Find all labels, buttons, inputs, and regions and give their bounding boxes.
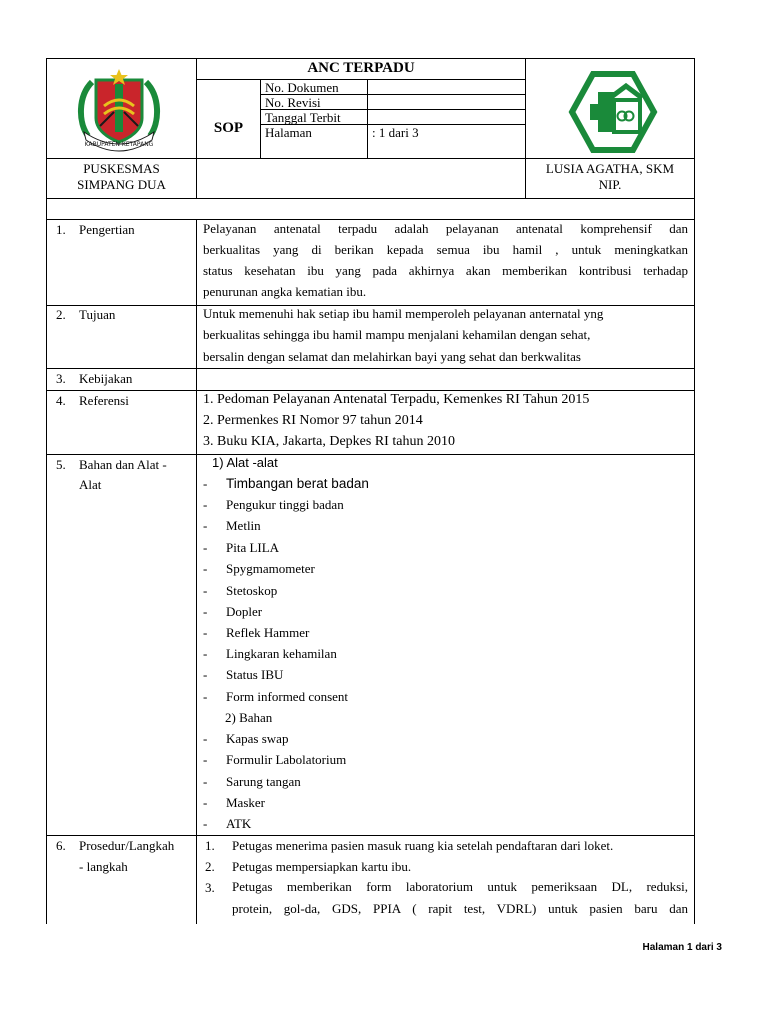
list-item: Sarung tangan <box>226 774 301 789</box>
page-value: : 1 dari 3 <box>372 125 419 140</box>
list-dash: - <box>203 689 208 704</box>
list-item: Pengukur tinggi badan <box>226 497 344 512</box>
alat-heading: 1) Alat -alat <box>212 455 278 470</box>
section-number: 2. <box>56 307 66 322</box>
sop-label: SOP <box>213 120 244 136</box>
section-label: Alat <box>79 477 102 492</box>
section-label: Tujuan <box>79 307 116 322</box>
purpose-line: bersalin dengan selamat dan melahirkan bayi yang sehat dan berkwalitas <box>203 349 581 364</box>
list-dash: - <box>203 583 208 598</box>
org-name-line2: SIMPANG DUA <box>77 177 166 192</box>
list-item: Timbangan berat badan <box>226 476 369 491</box>
list-dash: - <box>203 646 208 661</box>
definition-line: berkualitas yang di berikan kepada semua ibu hamil , untuk meningkatkan <box>203 242 688 257</box>
list-dash: - <box>203 774 208 789</box>
section-number: 4. <box>56 393 66 408</box>
list-item: Status IBU <box>226 667 284 682</box>
section-label: - langkah <box>79 859 128 874</box>
definition-line: Pelayanan antenatal terpadu adalah pelayanan antenatal komprehensif dan <box>203 221 688 236</box>
list-item: Metlin <box>226 518 261 533</box>
purpose-line: berkualitas sehingga ibu hamil mampu menjalani kehamilan dengan sehat, <box>203 327 591 342</box>
reference-item: 2. Permenkes RI Nomor 97 tahun 2014 <box>203 413 423 428</box>
list-item: Reflek Hammer <box>226 625 310 640</box>
list-dash: - <box>203 476 208 491</box>
page-footer: Halaman 1 dari 3 <box>642 942 722 953</box>
list-item: Formulir Labolatorium <box>226 752 347 767</box>
list-dash: - <box>203 497 208 512</box>
section-label: Pengertian <box>79 222 135 237</box>
section-number: 3. <box>56 371 66 386</box>
list-dash: - <box>203 731 208 746</box>
section-number: 5. <box>56 457 66 472</box>
list-dash: - <box>203 816 208 831</box>
svg-text:KABUPATEN KETAPANG: KABUPATEN KETAPANG <box>84 141 154 148</box>
list-item: Spygmamometer <box>226 561 315 576</box>
section-number: 6. <box>56 838 66 853</box>
list-dash: - <box>203 518 208 533</box>
signer-name: LUSIA AGATHA, SKM <box>545 161 675 176</box>
list-dash: - <box>203 752 208 767</box>
definition-line: status kesehatan ibu yang pada akhirnya akan memberikan kontribusi terhadap <box>203 263 688 278</box>
list-dash: - <box>203 561 208 576</box>
list-item: Kapas swap <box>226 731 289 746</box>
reference-item: 1. Pedoman Pelayanan Antenatal Terpadu, Kemenkes RI Tahun 2015 <box>203 392 590 407</box>
section-label: Bahan dan Alat - <box>79 457 167 472</box>
puskesmas-logo <box>568 70 658 154</box>
step-text: protein, gol-da, GDS, PPIA ( rapit test, VDRL) untuk pasien baru dan <box>232 901 688 916</box>
kabupaten-logo <box>74 66 164 154</box>
list-dash: - <box>203 667 208 682</box>
list-item: Masker <box>226 795 265 810</box>
org-name-line1: PUSKESMAS <box>83 161 160 176</box>
step-number: 3. <box>205 880 215 895</box>
issue-date-label: Tanggal Terbit <box>265 110 341 125</box>
step-text: Petugas mempersiapkan kartu ibu. <box>232 859 412 874</box>
page-label: Halaman <box>265 125 312 140</box>
step-text: Petugas menerima pasien masuk ruang kia setelah pendaftaran dari loket. <box>232 838 614 853</box>
section-label: Referensi <box>79 393 129 408</box>
step-text: Petugas memberikan form laboratorium untuk pemeriksaan DL, reduksi, <box>232 879 688 894</box>
list-item: Form informed consent <box>226 689 349 704</box>
reference-item: 3. Buku KIA, Jakarta, Depkes RI tahun 2010 <box>203 434 455 449</box>
revision-label: No. Revisi <box>265 95 321 110</box>
list-item: Stetoskop <box>226 583 278 598</box>
bahan-heading: 2) Bahan <box>225 710 273 725</box>
section-label: Kebijakan <box>79 371 133 386</box>
list-item: ATK <box>226 816 252 831</box>
list-dash: - <box>203 540 208 555</box>
list-item: Dopler <box>226 604 263 619</box>
section-number: 1. <box>56 222 66 237</box>
purpose-line: Untuk memenuhi hak setiap ibu hamil memperoleh pelayanan anternatal yng <box>203 306 604 321</box>
list-dash: - <box>203 625 208 640</box>
section-label: Prosedur/Langkah <box>79 838 175 853</box>
signer-nip: NIP. <box>598 177 622 192</box>
list-item: Lingkaran kehamilan <box>226 646 337 661</box>
step-number: 2. <box>205 859 215 874</box>
list-dash: - <box>203 604 208 619</box>
definition-line: penurunan angka kematian ibu. <box>203 284 367 299</box>
doc-number-label: No. Dokumen <box>265 80 339 95</box>
list-dash: - <box>203 795 208 810</box>
document-title: ANC TERPADU <box>307 60 415 76</box>
step-number: 1. <box>205 838 215 853</box>
list-item: Pita LILA <box>226 540 280 555</box>
